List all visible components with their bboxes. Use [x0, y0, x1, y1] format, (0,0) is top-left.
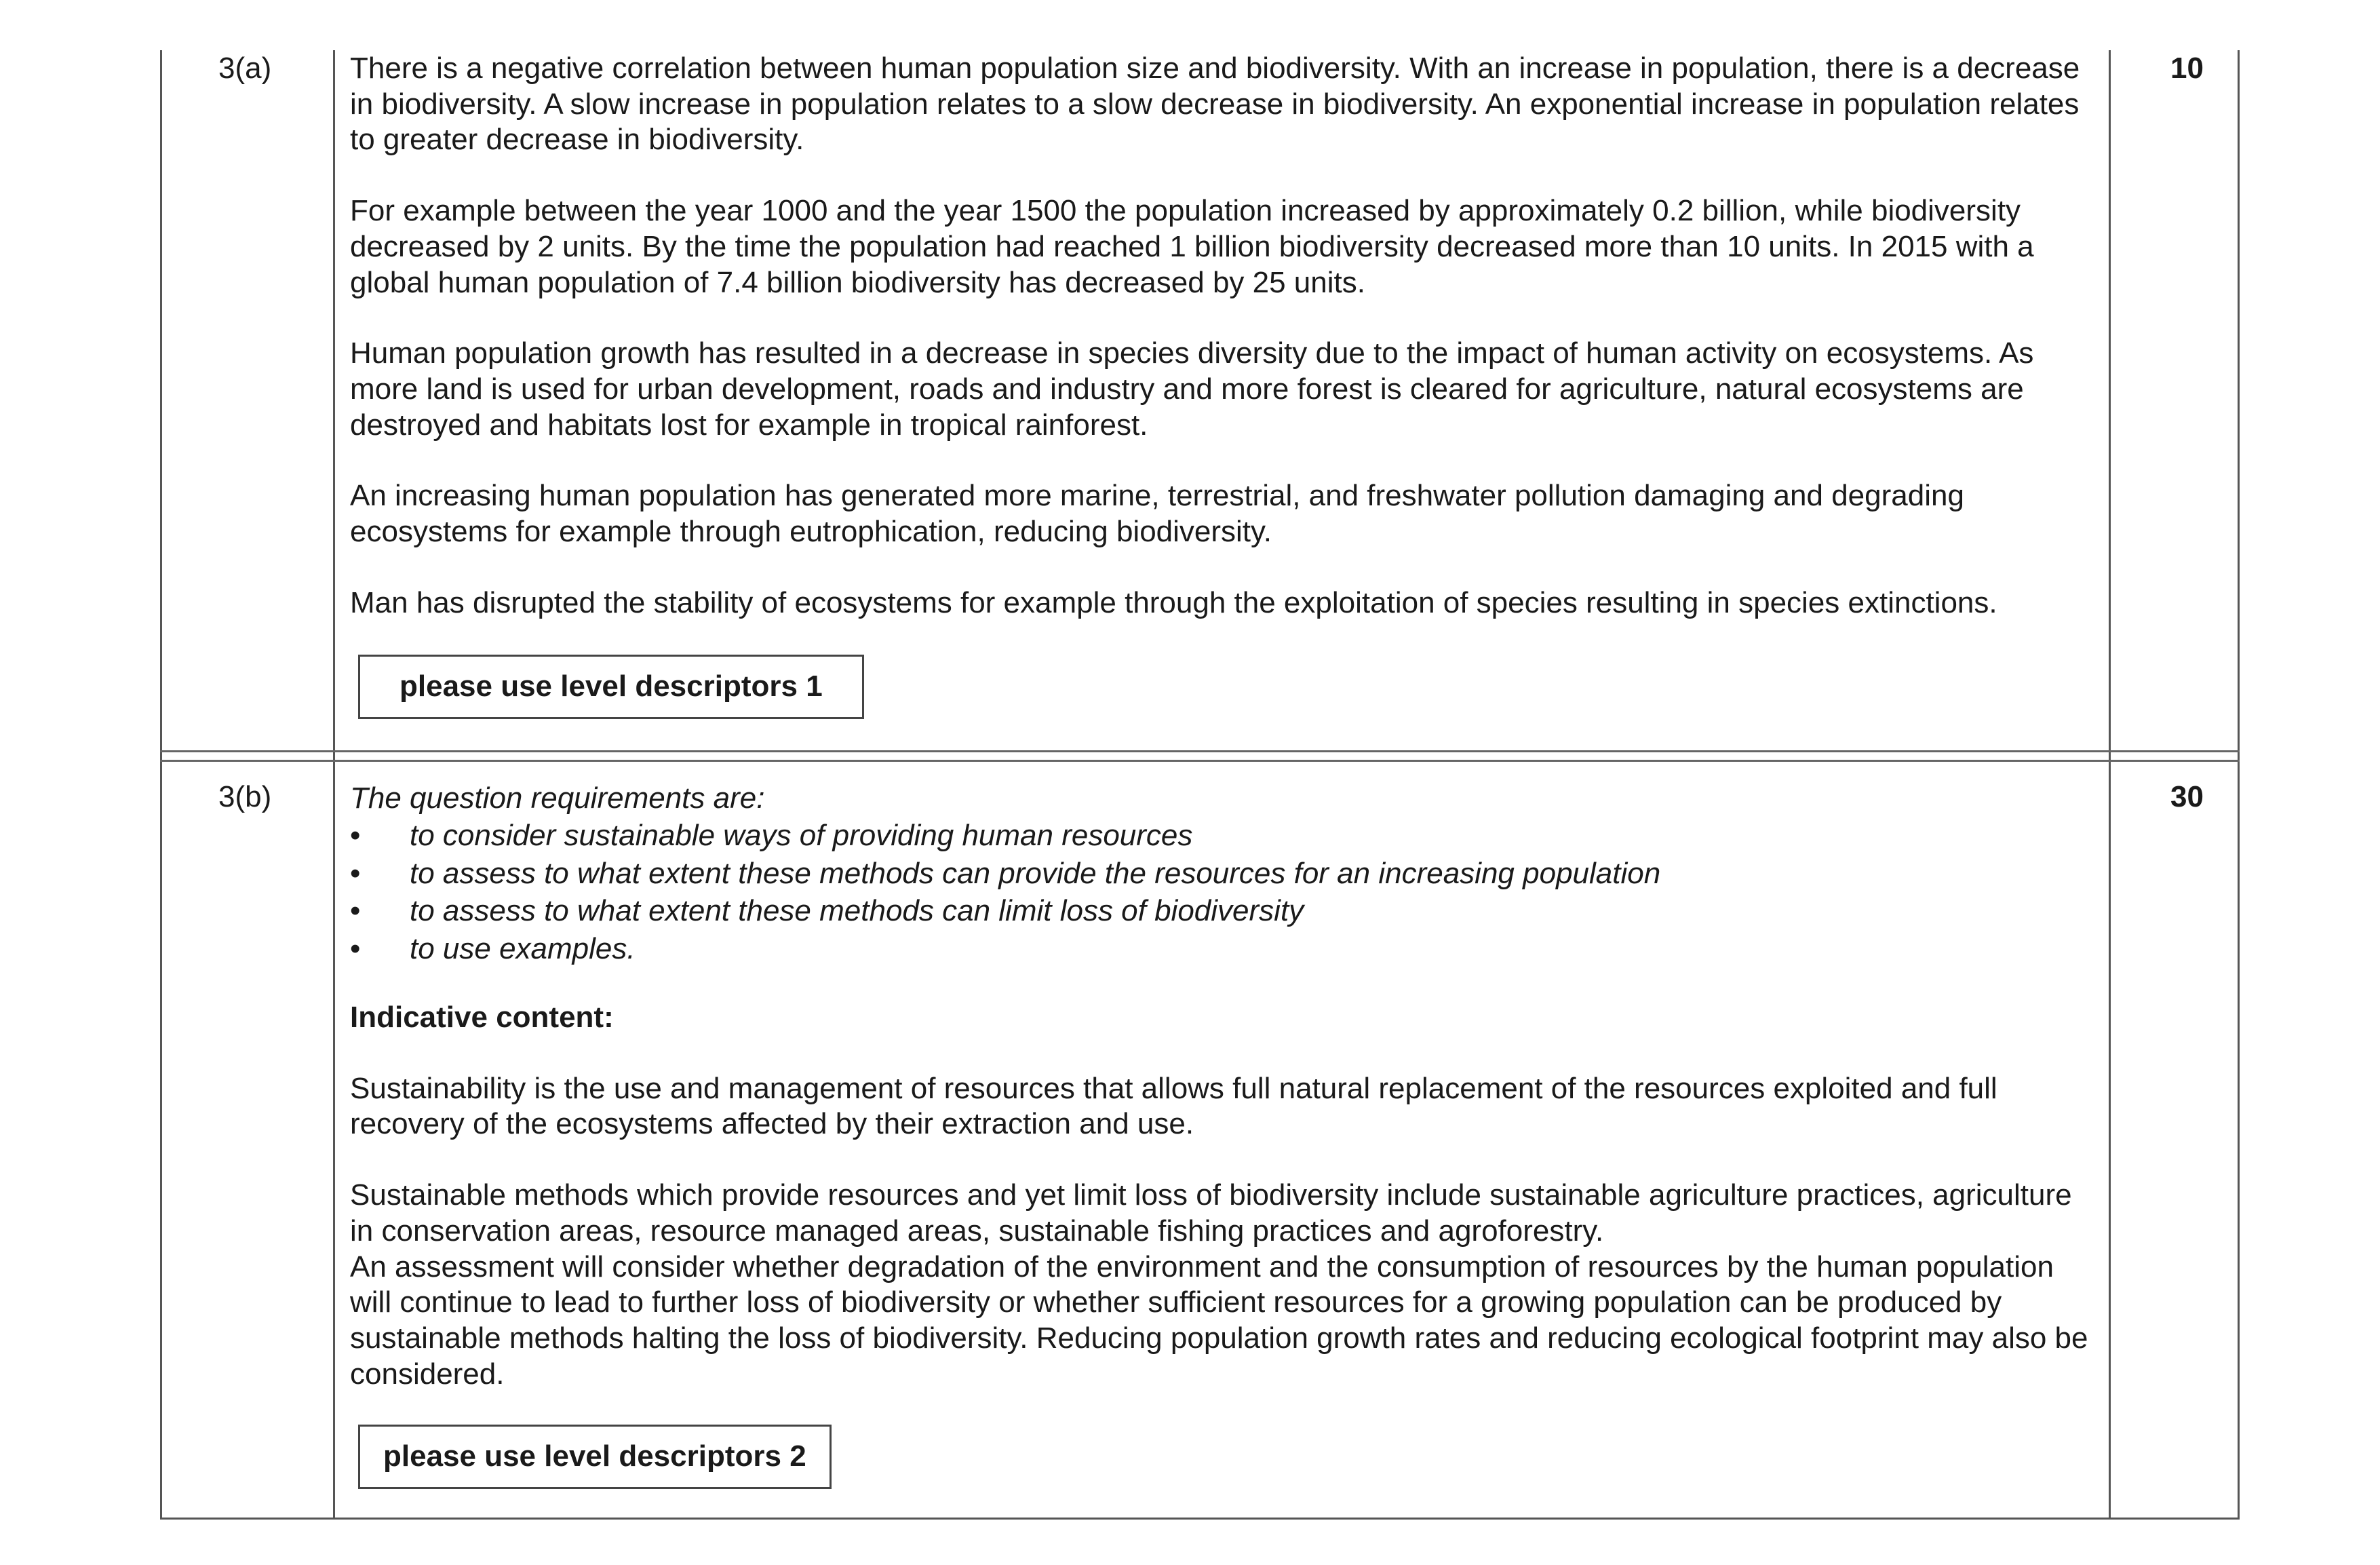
marks-value: 10 — [2170, 52, 2204, 85]
question-number: 3(a) — [218, 52, 272, 85]
column-divider — [333, 50, 335, 1520]
answer-paragraph: An increasing human population has generated more marine, terrestrial, and freshwater pollution damaging and degrading ecosystems for example through eutrophication, reducing biodiversity. — [350, 479, 1964, 549]
column-divider — [2109, 50, 2111, 1520]
bullet-icon: • — [350, 894, 361, 927]
level-descriptors-box: please use level descriptors 2 — [358, 1425, 832, 1489]
list-item: • to consider sustainable ways of providing human resources — [350, 817, 2100, 855]
bullet-icon: • — [350, 856, 361, 890]
row-separator — [160, 750, 2240, 752]
indicative-content-heading: Indicative content: — [350, 1001, 614, 1034]
answer-paragraph: Man has disrupted the stability of ecosystems for example through the exploitation of species resulting in species extinctions. — [350, 585, 1997, 619]
answer-paragraph: Human population growth has resulted in a decrease in species diversity due to the impact of human activity on ecosystems. As more land is used for urban development, roads and industry and more forest is cleared for agriculture, natural ecosystems are destroyed and habitats lost for example in tropical rainforest. — [350, 336, 2034, 442]
list-item: • to assess to what extent these methods can limit loss of biodiversity — [350, 892, 2100, 930]
marks-value: 30 — [2170, 780, 2204, 813]
row-separator — [160, 760, 2240, 762]
answer-content — [350, 779, 2100, 1489]
level-descriptors-box: please use level descriptors 1 — [358, 655, 864, 719]
answer-paragraph: There is a negative correlation between human population size and biodiversity. With an increase in population, there is a decrease in biodiversity. A slow increase in population relates to a slow decrease in biodiversity. An exponential increase in population relates to greater decrease in biodiversity. — [350, 52, 2080, 157]
requirements-intro: The question requirements are: — [350, 781, 765, 815]
answer-paragraph: For example between the year 1000 and the year 1500 the population increased by approximately 0.2 billion, while biodiversity decreased by 2 units. By the time the population had reached 1 billion biodiversity decreased more than 10 units. In 2015 with a global human population of 7.4 billion biodiversity has decreased by 25 units. — [350, 194, 2034, 299]
bullet-icon: • — [350, 931, 361, 965]
requirements-list — [350, 817, 2100, 967]
question-number: 3(b) — [218, 780, 272, 813]
answer-paragraph: Sustainable methods which provide resources and yet limit loss of biodiversity include sustainable agriculture practices, agriculture in conservation areas, resource managed areas, sustainable fishing practices and agroforestry. — [350, 1178, 2072, 1248]
list-item: • to use examples. — [350, 930, 2100, 968]
list-item: • to assess to what extent these methods can provide the resources for an increasing population — [350, 855, 2100, 893]
answer-content — [350, 51, 2100, 719]
answer-paragraph: An assessment will consider whether degradation of the environment and the consumption of resources by the human population will continue to lead to further loss of biodiversity or whether sufficient resources for a growing population can be produced by sustainable methods halting the loss of biodiversity. Reducing population growth rates and reducing ecological footprint may also be considered. — [350, 1250, 2088, 1391]
answer-paragraph: Sustainability is the use and management of resources that allows full natural replacement of the resources exploited and full recovery of the ecosystems affected by their extraction and use. — [350, 1071, 1997, 1141]
bullet-icon: • — [350, 819, 361, 852]
